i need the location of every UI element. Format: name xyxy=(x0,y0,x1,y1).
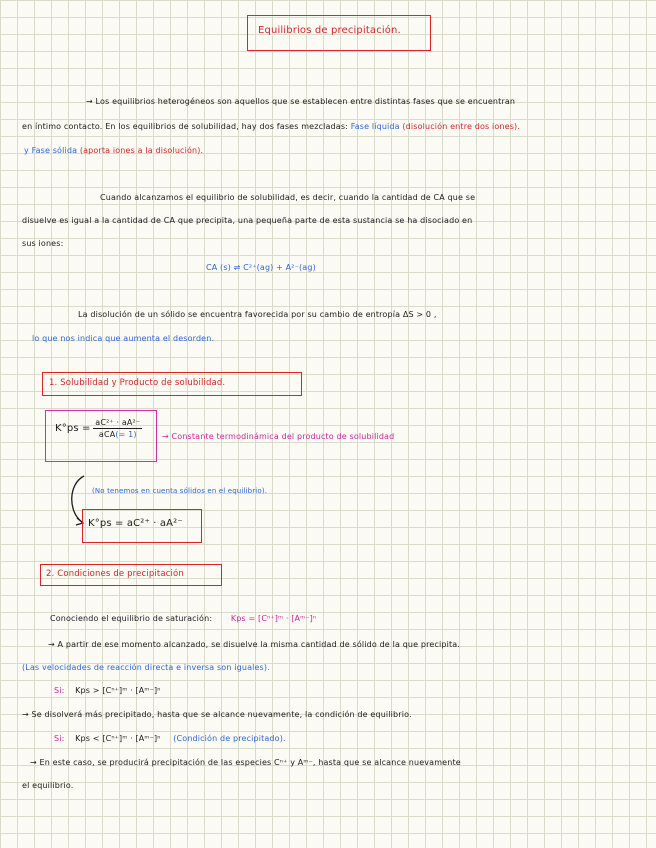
solid-phase-note: (aporta iones a la disolución). xyxy=(79,146,204,155)
liquid-phase-note: (disolución entre dos iones). xyxy=(402,122,520,131)
condition-precipitate: Kps < [Cⁿ⁺]ᵐ · [Aᵐ⁻]ⁿ xyxy=(75,734,161,743)
s2-line-3: (Las velocidades de reacción directa e inversa son iguales). xyxy=(22,663,270,672)
s2-line-7: → En este caso, se producirá precipitación de las especies Cⁿ⁺ y Aᵐ⁻, hasta que se alcance nuevamente xyxy=(30,758,461,767)
liquid-phase: Fase líquida xyxy=(350,122,400,131)
page-title: Equilibrios de precipitación. xyxy=(258,25,401,36)
si-label-1: Si: xyxy=(54,686,65,695)
p2-line-1: Cuando alcanzamos el equilibrio de solubilidad, es decir, cuando la cantidad de CA que se xyxy=(100,193,476,202)
si-label-2: Si: xyxy=(54,734,65,743)
kps-numerator: aC²⁺ · aA²⁻ xyxy=(95,418,141,427)
p3-line-1: La disolución de un sólido se encuentra favorecida por su cambio de entropía ΔS > 0 , xyxy=(78,310,437,319)
saturation-text: Conociendo el equilibrio de saturación: xyxy=(50,614,213,623)
kps2-formula: K°ps = aC²⁺ · aA²⁻ xyxy=(88,518,183,529)
s2-line-1 xyxy=(50,614,316,623)
kps-denominator-a: aCA xyxy=(98,430,116,439)
intro-line-2-text: en íntimo contacto. En los equilibrios de solubilidad, hay dos fases mezcladas: xyxy=(22,122,348,131)
s2-line-6 xyxy=(54,734,286,743)
s2-line-2: → A partir de ese momento alcanzado, se disuelve la misma cantidad de sólido de la que precipita. xyxy=(48,640,461,649)
saturation-kps: Kps = [Cⁿ⁺]ᵐ · [Aᵐ⁻]ⁿ xyxy=(230,614,317,623)
solids-note: (No tenemos en cuenta sólidos en el equilibrio). xyxy=(92,487,268,495)
s2-line-8: el equilibrio. xyxy=(22,781,74,790)
kps-symbol: K°ps = xyxy=(55,423,91,434)
precipitate-note: (Condición de precipitado). xyxy=(173,734,286,743)
p3-line-2: lo que nos indica que aumenta el desorden. xyxy=(32,334,215,343)
p2-line-3: sus iones: xyxy=(22,239,64,248)
condition-dissolve: Kps > [Cⁿ⁺]ᵐ · [Aᵐ⁻]ⁿ xyxy=(75,686,161,695)
p2-line-2: disuelve es igual a la cantidad de CA que precipita, una pequeña parte de esta sustancia se ha disociado en xyxy=(22,216,473,225)
dissociation-equation: CA (s) ⇌ C²⁺(ag) + A²⁻(ag) xyxy=(206,263,316,272)
kps-denominator-note: (= 1) xyxy=(115,430,137,439)
s2-line-5: → Se disolverá más precipitado, hasta que se alcance nuevamente, la condición de equilibrio. xyxy=(22,710,412,719)
solid-phase: y Fase sólida xyxy=(24,146,78,155)
intro-line-1: → Los equilibrios heterogéneos son aquellos que se establecen entre distintas fases que se encuentran xyxy=(86,97,516,106)
section2-heading: 2. Condiciones de precipitación xyxy=(46,569,184,579)
s2-line-4 xyxy=(54,686,161,695)
section1-heading: 1. Solubilidad y Producto de solubilidad. xyxy=(49,378,226,388)
kps-constant-label: → Constante termodinámica del producto de solubilidad xyxy=(162,432,395,441)
